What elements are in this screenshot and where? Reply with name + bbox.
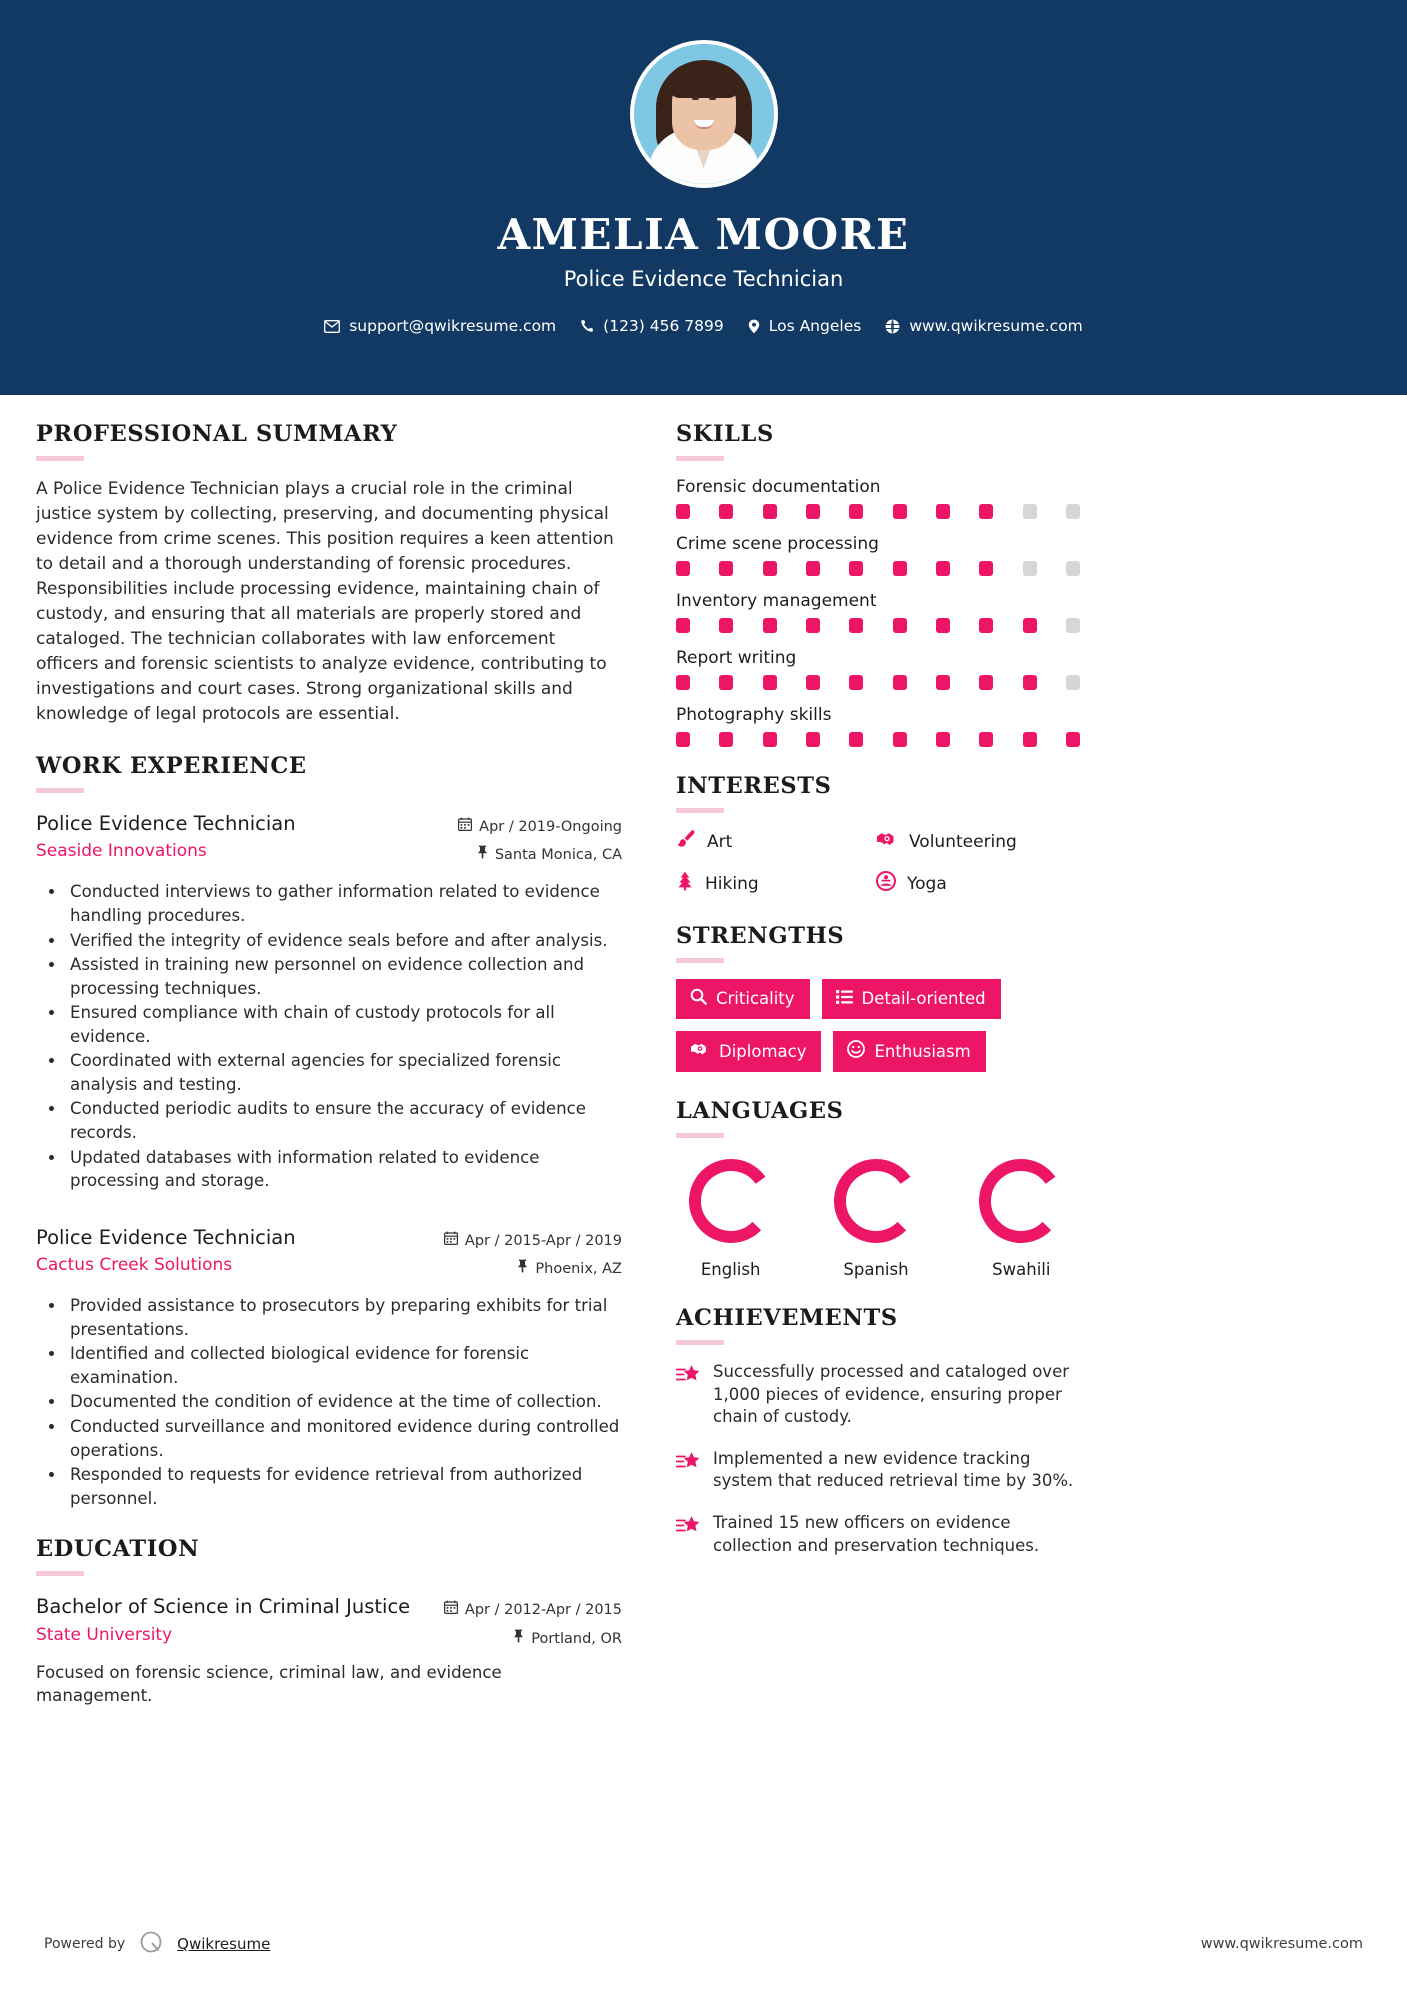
skill-dot — [1023, 618, 1037, 633]
job-bullet: • Conducted periodic audits to ensure the accuracy of evidence records. — [66, 1097, 622, 1144]
skill-dot — [806, 618, 820, 633]
skill-dot — [1066, 618, 1080, 633]
paintbrush-icon — [676, 829, 696, 854]
section-title-interests: INTERESTS — [676, 773, 832, 799]
languages-container — [676, 1154, 1076, 1279]
skill-rating — [676, 561, 1080, 576]
skill-dot — [676, 504, 690, 519]
section-title-education: EDUCATION — [36, 1536, 200, 1563]
skill-dot — [849, 732, 863, 747]
calendar-icon — [444, 1596, 458, 1624]
language-label: Swahili — [992, 1260, 1051, 1279]
strength-badge[interactable] — [676, 1031, 821, 1072]
job-dates-row — [444, 1227, 622, 1255]
page-title: AMELIA MOORE — [497, 210, 910, 259]
job-bullet: • Responded to requests for evidence retrieval from authorized personnel. — [66, 1463, 622, 1510]
list-icon — [836, 989, 853, 1009]
skill-dot — [1066, 504, 1080, 519]
section-skills — [676, 421, 1076, 747]
education-entry — [36, 1592, 622, 1708]
star-badge-icon — [676, 1448, 700, 1477]
skill-dot — [1066, 675, 1080, 690]
left-column — [36, 421, 656, 1708]
skill-dot — [893, 618, 907, 633]
job-dates: Apr / 2015-Apr / 2019 — [464, 1232, 622, 1249]
job-entry — [36, 809, 622, 1193]
education-location-row — [444, 1625, 622, 1653]
skill-dot — [676, 618, 690, 633]
achievement-text: Implemented a new evidence tracking system that reduced retrieval time by 30%. — [713, 1448, 1074, 1491]
language-label: English — [700, 1260, 761, 1279]
skill-dot — [763, 732, 777, 747]
job-header — [36, 809, 622, 870]
job-bullet: • Provided assistance to prosecutors by preparing exhibits for trial presentations. — [66, 1294, 622, 1341]
skill-rating — [676, 504, 1080, 519]
skill-dot — [979, 618, 993, 633]
job-bullets — [36, 1294, 622, 1510]
handshake-icon — [876, 829, 898, 854]
jobs-container — [36, 809, 622, 1510]
contact-email-text: support@qwikresume.com — [349, 317, 557, 335]
skill-dot — [849, 675, 863, 690]
skill-dot — [806, 504, 820, 519]
section-work-experience — [36, 753, 622, 1510]
language-item — [967, 1154, 1076, 1279]
job-bullet: • Documented the condition of evidence at the time of collection. — [66, 1390, 622, 1414]
skills-container — [676, 477, 1076, 747]
section-rule — [676, 456, 724, 461]
section-title-languages: LANGUAGES — [676, 1098, 844, 1124]
job-left — [36, 809, 447, 861]
section-rule — [676, 808, 724, 813]
job-meta — [447, 809, 622, 870]
skill-dot — [676, 561, 690, 576]
section-title-strengths: STRENGTHS — [676, 923, 845, 949]
interest-item — [676, 829, 876, 854]
footer-branding — [44, 1929, 270, 1959]
resume-body — [0, 395, 1407, 1708]
skill-dot — [979, 732, 993, 747]
interest-item — [676, 871, 876, 896]
skill-dot — [1023, 504, 1037, 519]
section-title-achievements: ACHIEVEMENTS — [676, 1305, 898, 1331]
skill-dot — [936, 504, 950, 519]
job-location-row — [444, 1255, 622, 1283]
achievement-item — [676, 1512, 1076, 1557]
skill-dot — [676, 732, 690, 747]
section-rule — [36, 1571, 84, 1576]
job-location: Phoenix, AZ — [535, 1260, 622, 1277]
language-item — [821, 1154, 930, 1279]
section-achievements — [676, 1305, 1076, 1557]
skill-dot — [849, 561, 863, 576]
page-footer — [0, 1898, 1407, 1990]
achievement-item — [676, 1361, 1076, 1429]
skill-dot — [936, 732, 950, 747]
skill-dot — [763, 675, 777, 690]
job-role: Police Evidence Technician — [36, 811, 296, 835]
avatar-photo — [634, 44, 774, 184]
star-badge-icon — [676, 1361, 700, 1390]
job-location-row — [447, 841, 622, 869]
pin-icon — [513, 1625, 524, 1653]
interest-label: Volunteering — [909, 831, 1017, 852]
achievement-text: Successfully processed and cataloged over 1,000 pieces of evidence, ensuring proper chain of custody. — [713, 1362, 1070, 1427]
section-title-skills: SKILLS — [676, 421, 774, 447]
skill-dot — [806, 732, 820, 747]
interest-item — [876, 829, 1076, 854]
skill-dot — [719, 618, 733, 633]
achievement-text: Trained 15 new officers on evidence collection and preservation techniques. — [713, 1512, 1040, 1555]
skill-dot — [979, 561, 993, 576]
skill-dot — [1023, 561, 1037, 576]
skill-dot — [806, 675, 820, 690]
strength-label: Detail-oriented — [861, 989, 986, 1008]
search-icon — [690, 988, 707, 1009]
section-rule — [36, 788, 84, 793]
smiley-icon — [847, 1040, 865, 1062]
yoga-icon — [876, 871, 896, 896]
section-title-summary: PROFESSIONAL SUMMARY — [36, 421, 398, 447]
education-dates-row — [444, 1596, 622, 1624]
section-interests — [676, 773, 1076, 913]
skill-dot — [719, 732, 733, 747]
language-ring — [974, 1154, 1068, 1248]
education-location: Portland, OR — [531, 1630, 622, 1647]
pin-icon — [477, 841, 488, 869]
contact-email[interactable] — [324, 317, 556, 335]
skill-dot — [1023, 675, 1037, 690]
skill-dot — [979, 504, 993, 519]
skill-dot — [1023, 732, 1037, 747]
education-description: Focused on forensic science, criminal law, and evidence management. — [36, 1662, 502, 1706]
achievements-container — [676, 1361, 1076, 1557]
strength-badge[interactable] — [822, 979, 1001, 1019]
section-rule — [676, 1340, 724, 1345]
section-rule — [676, 1133, 724, 1138]
header-job-title: Police Evidence Technician — [563, 267, 844, 291]
school-name: State University — [36, 1624, 173, 1645]
section-title-work: WORK EXPERIENCE — [36, 752, 307, 779]
skill-dot — [893, 504, 907, 519]
contact-website[interactable] — [885, 317, 1082, 335]
powered-by-label: Powered by — [44, 1936, 126, 1952]
map-pin-icon — [748, 319, 760, 334]
interest-label: Yoga — [907, 873, 947, 894]
section-education — [36, 1536, 622, 1708]
skill-name: Forensic documentation — [676, 477, 881, 497]
language-item — [676, 1154, 785, 1279]
job-bullet: • Identified and collected biological evidence for forensic examination. — [66, 1342, 622, 1389]
job-bullet: • Coordinated with external agencies for specialized forensic analysis and testing. — [66, 1049, 622, 1096]
skill-row — [676, 477, 1076, 519]
skill-name: Report writing — [676, 648, 797, 668]
job-left — [36, 1223, 444, 1275]
qwikresume-logo-icon — [138, 1929, 164, 1959]
section-professional-summary — [36, 421, 622, 727]
skill-dot — [676, 675, 690, 690]
interest-label: Art — [707, 831, 733, 852]
skill-dot — [979, 675, 993, 690]
handshake-icon — [690, 1040, 710, 1062]
right-column — [656, 421, 1076, 1708]
job-bullet: • Updated databases with information related to evidence processing and storage. — [66, 1146, 622, 1193]
skill-row — [676, 705, 1076, 747]
strength-label: Enthusiasm — [874, 1041, 971, 1061]
job-location: Santa Monica, CA — [494, 847, 622, 864]
job-entry — [36, 1223, 622, 1511]
contact-location-text: Los Angeles — [768, 317, 862, 335]
skill-dot — [936, 561, 950, 576]
education-dates: Apr / 2012-Apr / 2015 — [464, 1602, 622, 1619]
strengths-container — [676, 979, 1076, 1072]
resume-header — [0, 0, 1407, 395]
skill-dot — [1066, 561, 1080, 576]
strength-badge[interactable] — [833, 1031, 985, 1072]
calendar-icon — [444, 1227, 458, 1255]
skill-dot — [849, 504, 863, 519]
skill-dot — [893, 561, 907, 576]
job-bullet: • Ensured compliance with chain of custody protocols for all evidence. — [66, 1001, 622, 1048]
skill-dot — [719, 504, 733, 519]
footer-website: www.qwikresume.com — [1200, 1936, 1363, 1952]
job-role: Police Evidence Technician — [36, 1225, 296, 1249]
language-ring — [829, 1154, 923, 1248]
section-strengths — [676, 923, 1076, 1072]
job-dates-row — [447, 813, 622, 841]
skill-dot — [893, 675, 907, 690]
skill-row — [676, 648, 1076, 690]
achievement-item — [676, 1448, 1076, 1493]
section-rule — [676, 958, 724, 963]
contact-phone-text: (123) 456 7899 — [603, 317, 724, 335]
interest-item — [876, 871, 1076, 896]
skill-dot — [849, 618, 863, 633]
summary-text: A Police Evidence Technician plays a crucial role in the criminal justice system by collecting, preserving, and documenting physical evidence from crime scenes. This position requires a keen attention to detail and a thorough understanding of forensic procedures. Responsibilities include processing evidence, maintaining chain of custody, and ensuring that all materials are properly stored and cataloged. The technician collaborates with law enforcement officers and forensic scientists to analyze evidence, contributing to investigations and court cases. Strong organizational skills and knowledge of legal protocols are essential. — [36, 479, 614, 724]
degree-title: Bachelor of Science in Criminal Justice — [36, 1595, 411, 1619]
job-company: Cactus Creek Solutions — [36, 1254, 233, 1275]
skill-dot — [763, 504, 777, 519]
job-bullet: • Assisted in training new personnel on evidence collection and processing techniques. — [66, 953, 622, 1000]
education-left — [36, 1592, 444, 1644]
skill-name: Photography skills — [676, 705, 832, 725]
skill-dot — [719, 561, 733, 576]
phone-icon — [580, 319, 594, 333]
skill-row — [676, 591, 1076, 633]
contact-bar — [324, 317, 1083, 335]
education-header — [36, 1592, 622, 1653]
job-bullet: • Verified the integrity of evidence seals before and after analysis. — [66, 929, 622, 953]
skill-dot — [763, 618, 777, 633]
skill-dot — [763, 561, 777, 576]
skill-dot — [936, 675, 950, 690]
job-header — [36, 1223, 622, 1284]
language-label: Spanish — [843, 1260, 909, 1279]
skill-dot — [719, 675, 733, 690]
contact-phone[interactable] — [580, 317, 724, 335]
tree-icon — [676, 871, 694, 896]
skill-dot — [1066, 732, 1080, 747]
globe-icon — [885, 319, 900, 334]
job-dates: Apr / 2019-Ongoing — [479, 818, 622, 835]
skill-rating — [676, 675, 1080, 690]
skill-name: Inventory management — [676, 591, 877, 611]
skill-dot — [806, 561, 820, 576]
contact-location[interactable] — [748, 317, 862, 335]
job-meta — [444, 1223, 622, 1284]
job-bullet: • Conducted surveillance and monitored evidence during controlled operations. — [66, 1415, 622, 1462]
education-container — [36, 1592, 622, 1708]
skill-dot — [936, 618, 950, 633]
skill-rating — [676, 732, 1080, 747]
envelope-icon — [324, 320, 340, 333]
language-ring — [684, 1154, 778, 1248]
job-bullets — [36, 880, 622, 1192]
education-meta — [444, 1592, 622, 1653]
skill-dot — [893, 732, 907, 747]
strength-label: Diplomacy — [719, 1041, 807, 1061]
strength-badge[interactable] — [676, 979, 810, 1019]
section-rule — [36, 456, 84, 461]
avatar — [630, 40, 778, 188]
strength-label: Criticality — [716, 989, 795, 1008]
qwikresume-link[interactable]: Qwikresume — [177, 1935, 271, 1953]
pin-icon — [517, 1255, 528, 1283]
star-badge-icon — [676, 1512, 700, 1541]
interests-container — [676, 829, 1076, 913]
skill-row — [676, 534, 1076, 576]
interest-label: Hiking — [705, 873, 759, 894]
job-bullet: • Conducted interviews to gather information related to evidence handling procedures. — [66, 880, 622, 927]
contact-website-text: www.qwikresume.com — [909, 317, 1083, 335]
job-company: Seaside Innovations — [36, 841, 207, 862]
section-languages — [676, 1098, 1076, 1279]
skill-rating — [676, 618, 1080, 633]
skill-name: Crime scene processing — [676, 534, 879, 554]
calendar-icon — [458, 813, 472, 841]
